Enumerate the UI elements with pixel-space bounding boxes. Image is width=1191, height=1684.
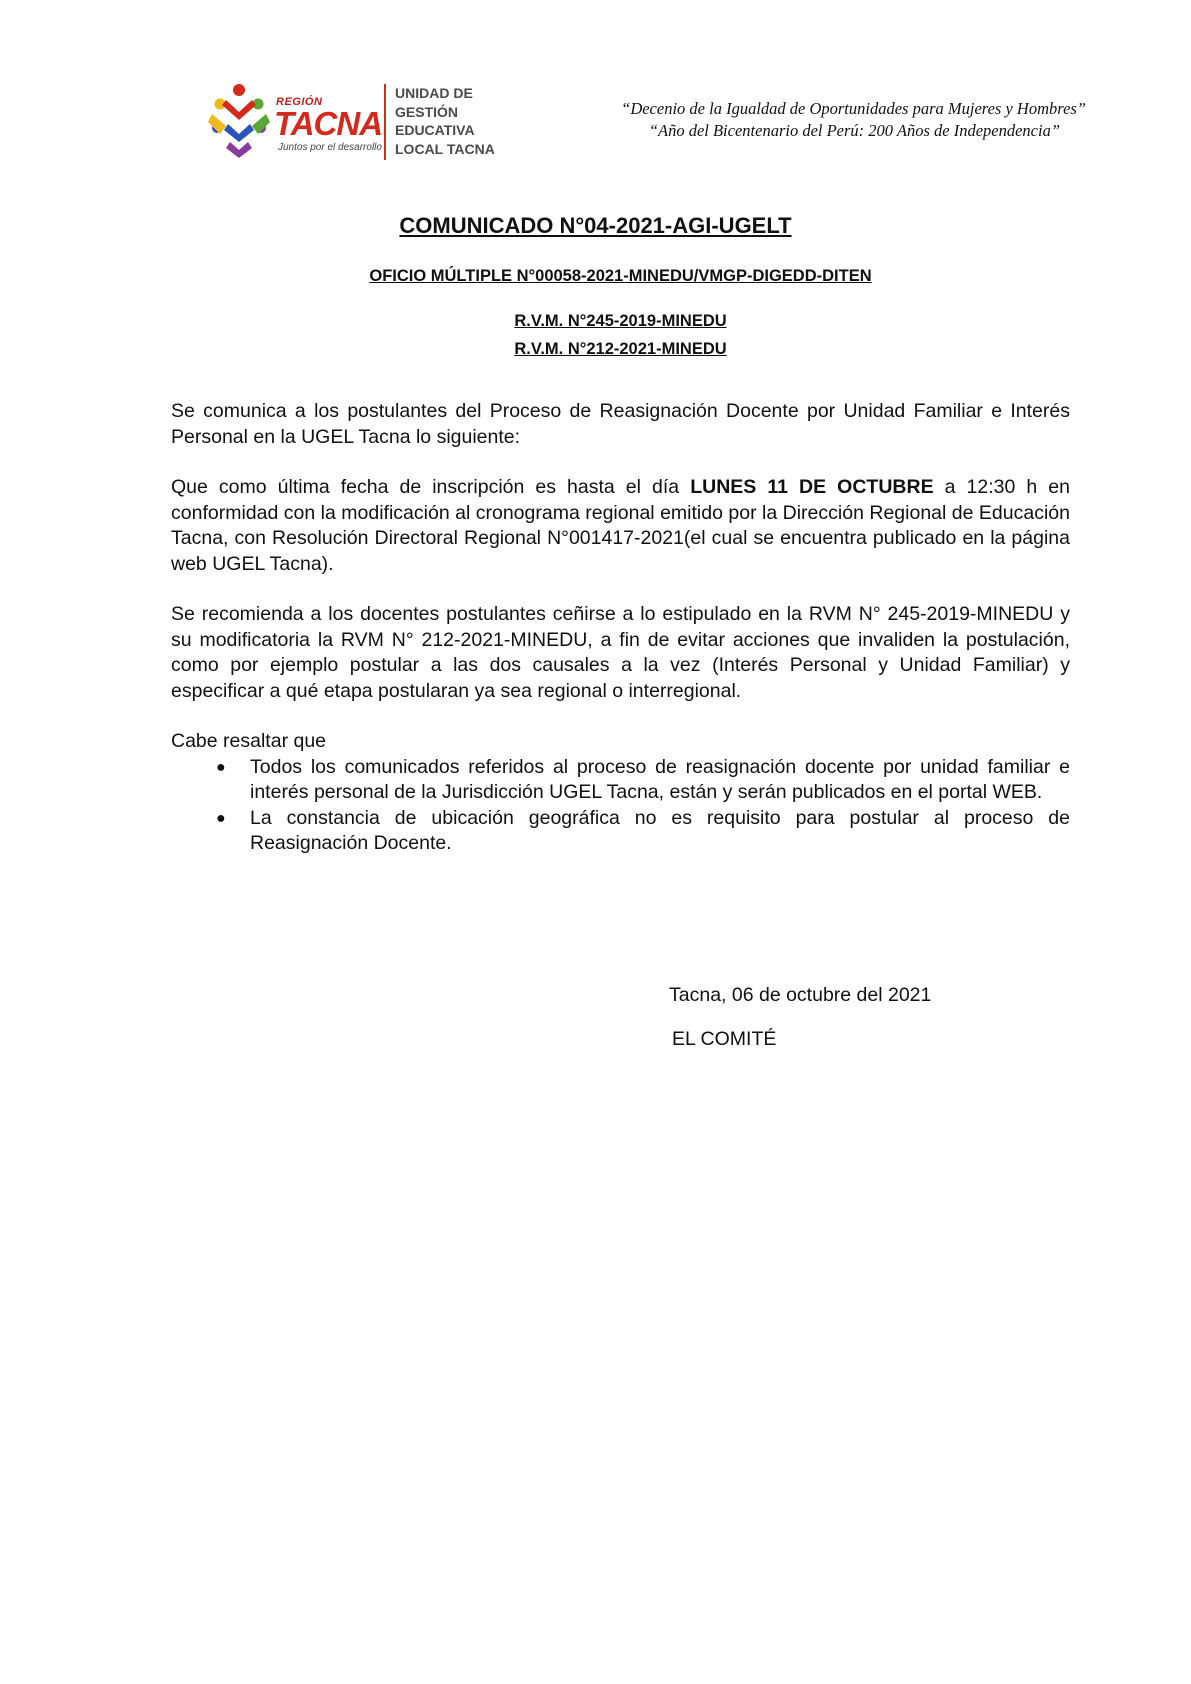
logo-shape — [233, 84, 245, 96]
logo-tagline: Juntos por el desarrollo — [278, 142, 382, 153]
highlight-list — [171, 755, 1070, 857]
list-item-text: La constancia de ubicación geográfica no es requisito para postular al proceso de Reasignación Docente. — [250, 806, 1070, 854]
paragraph-highlight: Cabe resaltar que — [171, 730, 327, 752]
logo-shape — [226, 142, 252, 158]
logo-unit-line: UNIDAD DE — [395, 85, 473, 101]
paragraph-recommendation: Se recomienda a los docentes postulantes ceñirse a lo estipulado en la RVM N° 245-2019-MINEDU y su modificatoria la RVM N° 212-2021-MINEDU, a fin de evitar acciones que invaliden la postulación, como por ejemplo postular a las dos causales a la vez (Interés Personal y Unidad Familiar) y especificar a qué etapa postularan ya sea regional o interregional. — [171, 603, 1070, 702]
region-tacna-logo-icon — [208, 82, 270, 158]
list-item — [171, 755, 1070, 806]
paragraph-intro: Se comunica a los postulantes del Proceso de Reasignación Docente por Unidad Familiar e Interés Personal en la UGEL Tacna lo siguiente: — [171, 400, 1070, 448]
list-item — [171, 806, 1070, 857]
document-title: COMUNICADO N°04-2021-AGI-UGELT — [399, 213, 792, 238]
deadline-date: LUNES 11 DE OCTUBRE — [690, 476, 934, 498]
letterhead — [208, 80, 1088, 170]
logo-unit-name — [395, 84, 495, 158]
decenio-line-1: “Decenio de la Igualdad de Oportunidades para Mujeres y Hombres” — [621, 99, 1086, 118]
decenio-line-2: “Año del Bicentenario del Perú: 200 Años de Independencia” — [648, 121, 1060, 140]
signature: EL COMITÉ — [672, 1028, 777, 1050]
paragraph-deadline — [171, 475, 1070, 577]
deadline-text-pre: Que como última fecha de inscripción es hasta el día — [171, 476, 691, 498]
logo-shape — [252, 114, 270, 134]
bullet-icon: ● — [216, 758, 226, 776]
bullet-icon: ● — [216, 809, 226, 827]
logo-region-label: REGIÓN — [276, 96, 323, 108]
logo-name: TACNA — [274, 105, 383, 142]
logo-divider — [384, 84, 386, 160]
rvm-reference-1: R.V.M. N°245-2019-MINEDU — [514, 312, 727, 330]
logo-unit-line: GESTIÓN — [395, 103, 459, 120]
list-item-text: Todos los comunicados referidos al proceso de reasignación docente por unidad familiar e interés personal de la Jurisdicción UGEL Tacna, están y serán publicados en el portal WEB. — [250, 755, 1070, 803]
document-body — [171, 399, 1070, 857]
deadline-text-post: a 12:30 h en conformidad con la modificación al cronograma regional emitido por la Dirección Regional de Educación Tacna, con Resolución Directoral Regional N°001417-2021(el cual se encuentra publicado en la página web UGEL Tacna). — [171, 476, 1070, 575]
logo-shape — [224, 124, 254, 142]
logo-shape — [208, 114, 226, 134]
place-and-date: Tacna, 06 de octubre del 2021 — [669, 984, 932, 1006]
logo-unit-line: EDUCATIVA — [395, 122, 475, 138]
logo-shape — [222, 100, 256, 120]
logo-unit-line: LOCAL TACNA — [395, 140, 495, 157]
rvm-reference-2: R.V.M. N°212-2021-MINEDU — [514, 340, 727, 358]
oficio-reference: OFICIO MÚLTIPLE N°00058-2021-MINEDU/VMGP-DIGEDD-DITEN — [369, 267, 872, 285]
decenio-motto — [528, 98, 1088, 142]
